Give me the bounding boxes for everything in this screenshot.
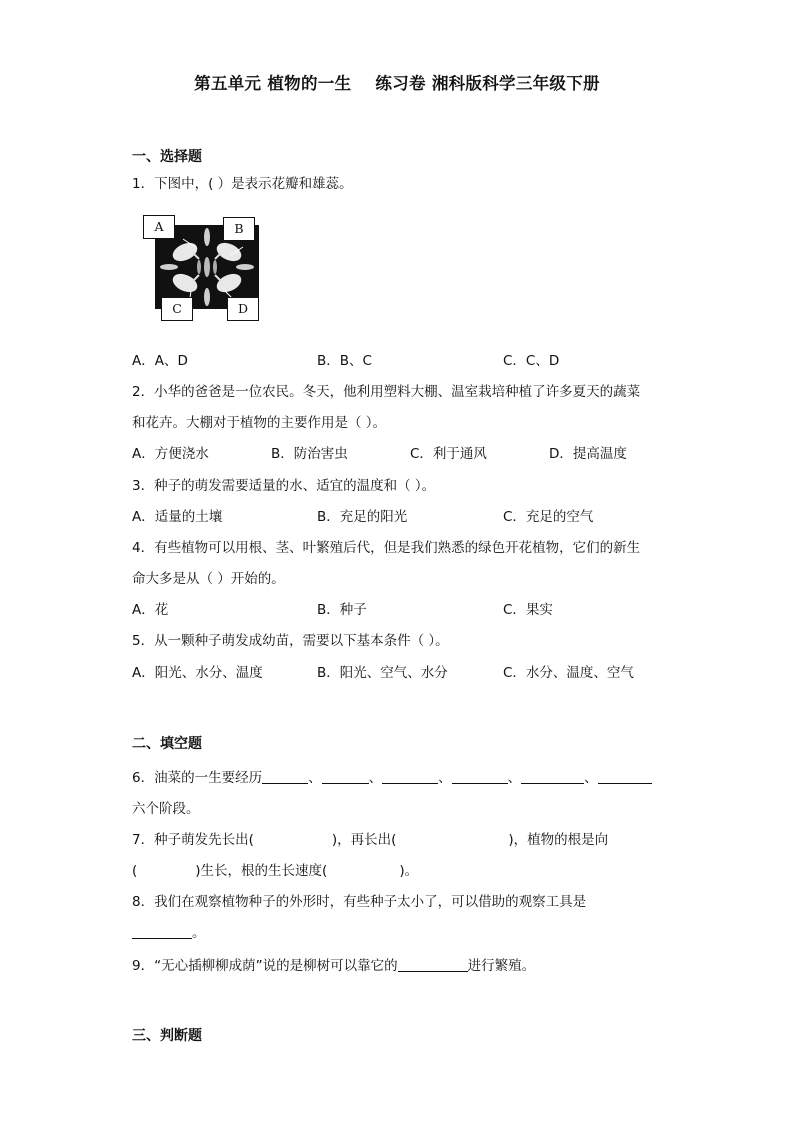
q6-sep: 、 (308, 770, 322, 786)
q8-blank[interactable] (132, 924, 192, 939)
title-part2: 练习卷 湘科版科学三年级下册 (375, 74, 600, 93)
question-9-line (132, 954, 535, 974)
q5-option-b: B．阳光、空气、水分 (317, 665, 448, 681)
q7-part-a: 7．种子萌发先长出( (132, 832, 254, 848)
q4-option-b: B．种子 (317, 602, 367, 618)
q4-option-a: A．花 (132, 602, 169, 618)
q7-part-c: )，植物的根是向 (508, 832, 609, 848)
q2-option-a: A．方便浇水 (132, 446, 209, 462)
q6-blank-4[interactable] (452, 769, 508, 784)
q1-option-a: A．A、D (132, 353, 188, 369)
question-8-line1: 8．我们在观察植物种子的外形时，有些种子太小了，可以借助的观察工具是 (132, 894, 587, 910)
q6-blank-1[interactable] (262, 769, 308, 784)
question-4-line2: 命大多是从（ ）开始的。 (132, 571, 285, 587)
figure-label-b: B (223, 217, 255, 241)
question-7-line1 (132, 828, 608, 848)
question-6-line2: 六个阶段。 (132, 801, 200, 817)
figure-label-d: D (227, 297, 259, 321)
flower-parts-figure (141, 211, 263, 323)
question-2-line1: 2．小华的爸爸是一位农民。冬天，他利用塑料大棚、温室栽培种植了许多夏天的蔬菜 (132, 384, 641, 400)
q6-sep: 、 (438, 770, 452, 786)
q2-option-c: C．利于通风 (410, 446, 487, 462)
q6-sep: 、 (584, 770, 598, 786)
q6-sep: 、 (507, 770, 522, 786)
q7-part-e: )生长，根的生长速度( (195, 863, 328, 879)
q9-prefix: 9．“无心插柳柳成荫”说的是柳树可以靠它的 (132, 958, 398, 974)
question-3-stem: 3．种子的萌发需要适量的水、适宜的温度和（ ）。 (132, 478, 436, 494)
q5-option-c: C．水分、温度、空气 (503, 665, 634, 681)
q4-option-c: C．果实 (503, 602, 553, 618)
title-part1: 第五单元 植物的一生 (194, 74, 352, 93)
figure-label-c: C (161, 297, 193, 321)
q9-suffix: 进行繁殖。 (467, 958, 536, 974)
question-6-line1 (132, 766, 652, 786)
page-title (0, 70, 794, 94)
question-2-line2: 和花卉。大棚对于植物的主要作用是（ ）。 (132, 415, 387, 431)
q6-blank-5[interactable] (521, 769, 584, 784)
q7-part-f: )。 (399, 863, 419, 879)
q7-part-b: )，再长出( (331, 832, 397, 848)
q3-option-c: C．充足的空气 (503, 509, 594, 525)
question-8-line2 (132, 921, 206, 941)
q6-sep: 、 (368, 770, 383, 786)
q3-option-a: A．适量的土壤 (132, 509, 223, 525)
q8-end: 。 (192, 925, 206, 941)
q1-option-b: B．B、C (317, 353, 372, 369)
q5-option-a: A．阳光、水分、温度 (132, 665, 263, 681)
question-7-line2 (132, 859, 418, 879)
section-heading-choice: 一、选择题 (132, 149, 202, 165)
q9-blank[interactable] (398, 957, 468, 972)
question-1-stem: 1．下图中，( ）是表示花瓣和雄蕊。 (132, 176, 353, 192)
q3-option-b: B．充足的阳光 (317, 509, 408, 525)
section-heading-fill: 二、填空题 (132, 736, 202, 752)
question-4-line1: 4．有些植物可以用根、茎、叶繁殖后代，但是我们熟悉的绿色开花植物，它们的新生 (132, 540, 641, 556)
q1-option-c: C．C、D (503, 353, 560, 369)
q2-option-b: B．防治害虫 (271, 446, 348, 462)
q7-part-d: ( (132, 863, 138, 879)
q6-blank-3[interactable] (382, 769, 438, 784)
q6-prefix: 6．油菜的一生要经历 (132, 770, 263, 786)
q6-blank-6[interactable] (598, 769, 652, 784)
question-5-stem: 5．从一颗种子萌发成幼苗，需要以下基本条件（ ）。 (132, 633, 449, 649)
q6-blank-2[interactable] (322, 769, 369, 784)
q2-option-d: D．提高温度 (549, 446, 627, 462)
figure-label-a: A (143, 215, 175, 239)
section-heading-judge: 三、判断题 (132, 1028, 202, 1044)
